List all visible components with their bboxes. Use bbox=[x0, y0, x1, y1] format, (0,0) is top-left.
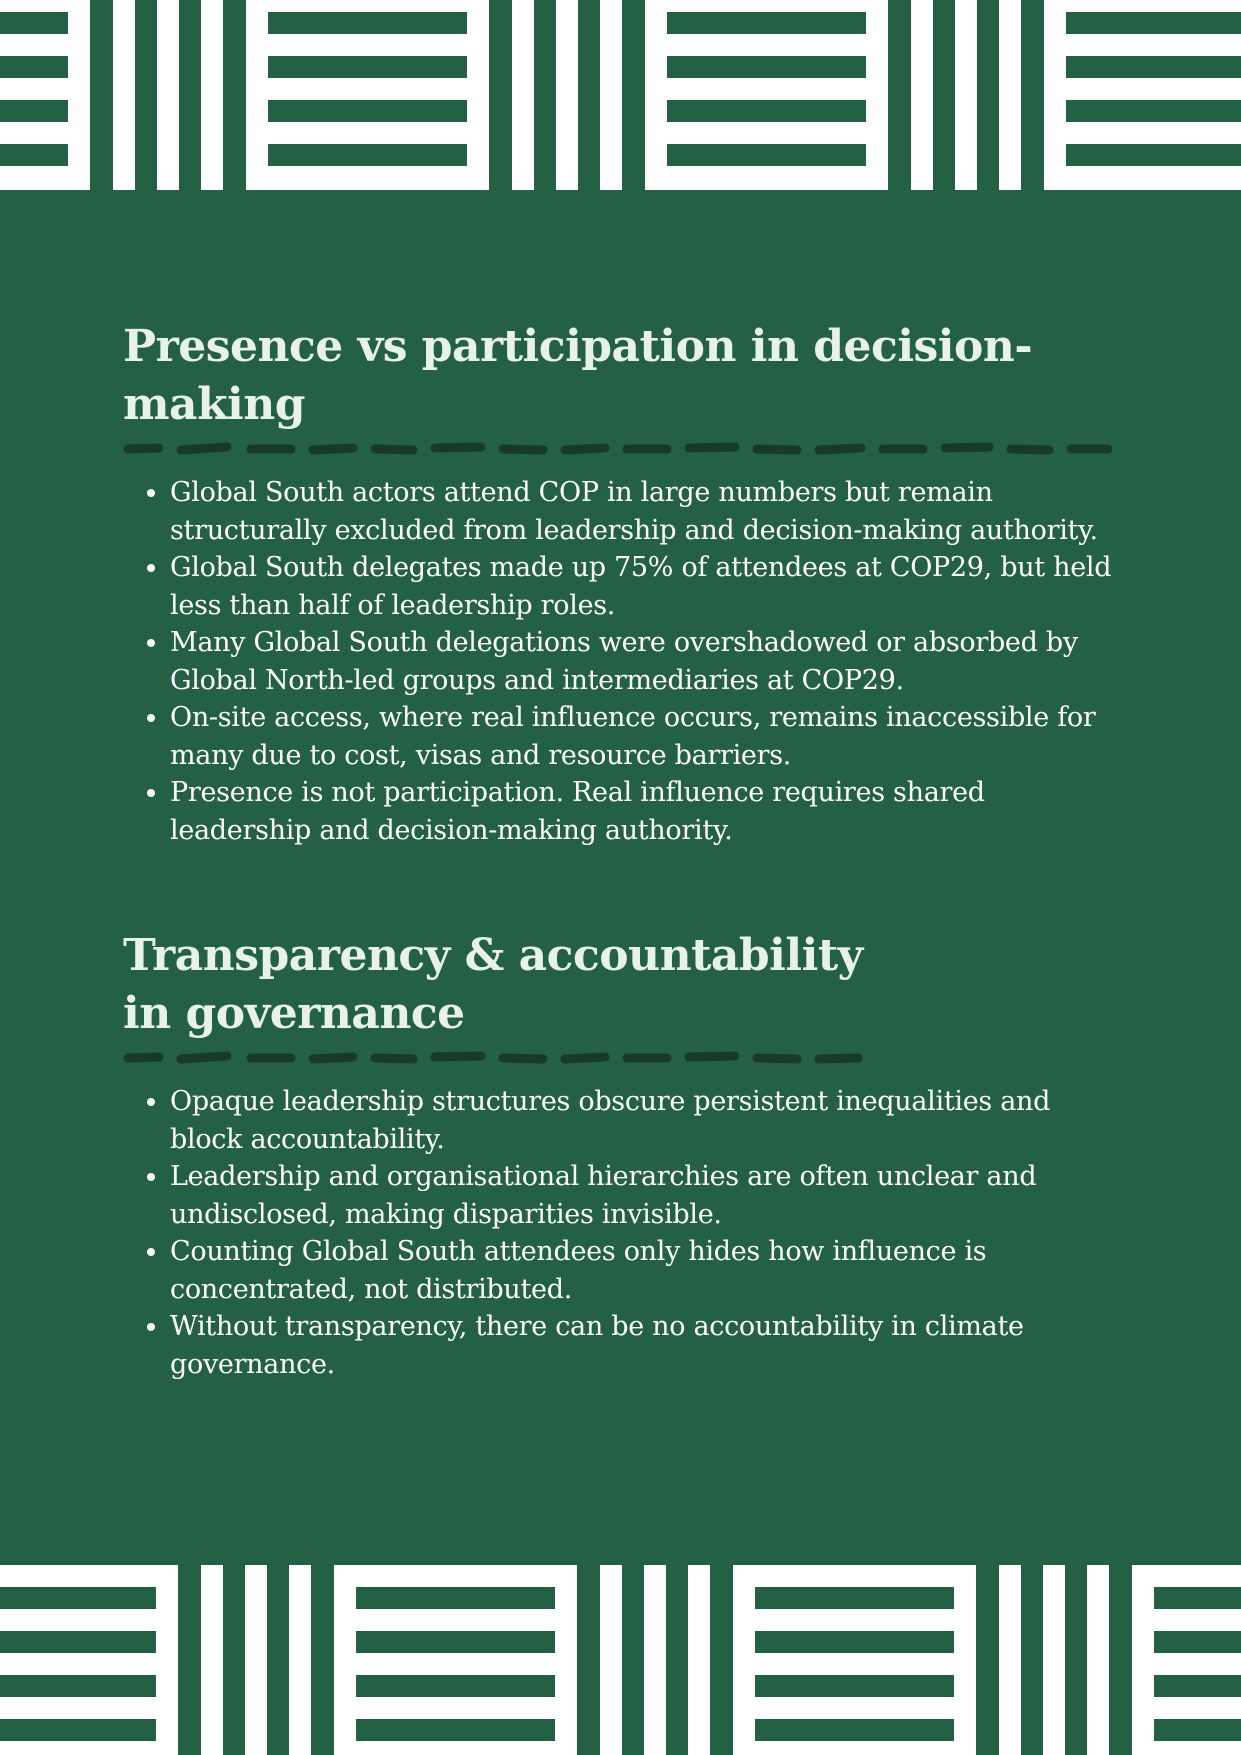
pattern-bars bbox=[512, 0, 622, 190]
list-item: • Global South delegates made up 75% of attendees at COP29, but held less than half of leadership roles. bbox=[170, 549, 1123, 624]
list-item: • Counting Global South attendees only hides how influence is concentrated, not distributed. bbox=[170, 1233, 1123, 1308]
pattern-bars bbox=[201, 1565, 311, 1755]
list-item: • Opaque leadership structures obscure persistent inequalities and block accountability. bbox=[170, 1083, 1123, 1158]
top-pattern-band bbox=[0, 0, 1241, 190]
brush-underline bbox=[123, 442, 1113, 456]
pattern-block bbox=[1132, 1565, 1241, 1755]
pattern-bars bbox=[600, 1565, 710, 1755]
list-item: • Without transparency, there can be no accountability in climate governance. bbox=[170, 1308, 1123, 1383]
bottom-pattern-band bbox=[0, 1565, 1241, 1755]
section-heading: Transparency & accountability in governance bbox=[123, 930, 863, 1039]
bullet-list bbox=[123, 474, 1123, 849]
pattern-block bbox=[733, 1565, 976, 1755]
pattern-block bbox=[246, 0, 489, 190]
pattern-block bbox=[0, 0, 90, 190]
list-item: • Leadership and organisational hierarchies are often unclear and undisclosed, making disparities invisible. bbox=[170, 1158, 1123, 1233]
section-transparency bbox=[123, 927, 1123, 1383]
list-item: • Global South actors attend COP in large numbers but remain structurally excluded from leadership and decision-making authority. bbox=[170, 474, 1123, 549]
section-heading: Presence vs participation in decision-making bbox=[123, 321, 1033, 430]
pattern-block bbox=[1044, 0, 1241, 190]
list-item: • Many Global South delegations were overshadowed or absorbed by Global North-led groups and intermediaries at COP29. bbox=[170, 624, 1123, 699]
pattern-bars bbox=[999, 1565, 1109, 1755]
bullet-list bbox=[123, 1083, 1123, 1383]
list-item: • On-site access, where real influence occurs, remains inaccessible for many due to cost, visas and resource barriers. bbox=[170, 699, 1123, 774]
pattern-block bbox=[0, 1565, 178, 1755]
brush-underline bbox=[123, 1051, 863, 1065]
pattern-bars bbox=[113, 0, 223, 190]
list-item: • Presence is not participation. Real influence requires shared leadership and decision-making authority. bbox=[170, 774, 1123, 849]
pattern-block bbox=[334, 1565, 577, 1755]
pattern-block bbox=[645, 0, 888, 190]
section-presence bbox=[123, 318, 1123, 849]
pattern-bars bbox=[911, 0, 1021, 190]
